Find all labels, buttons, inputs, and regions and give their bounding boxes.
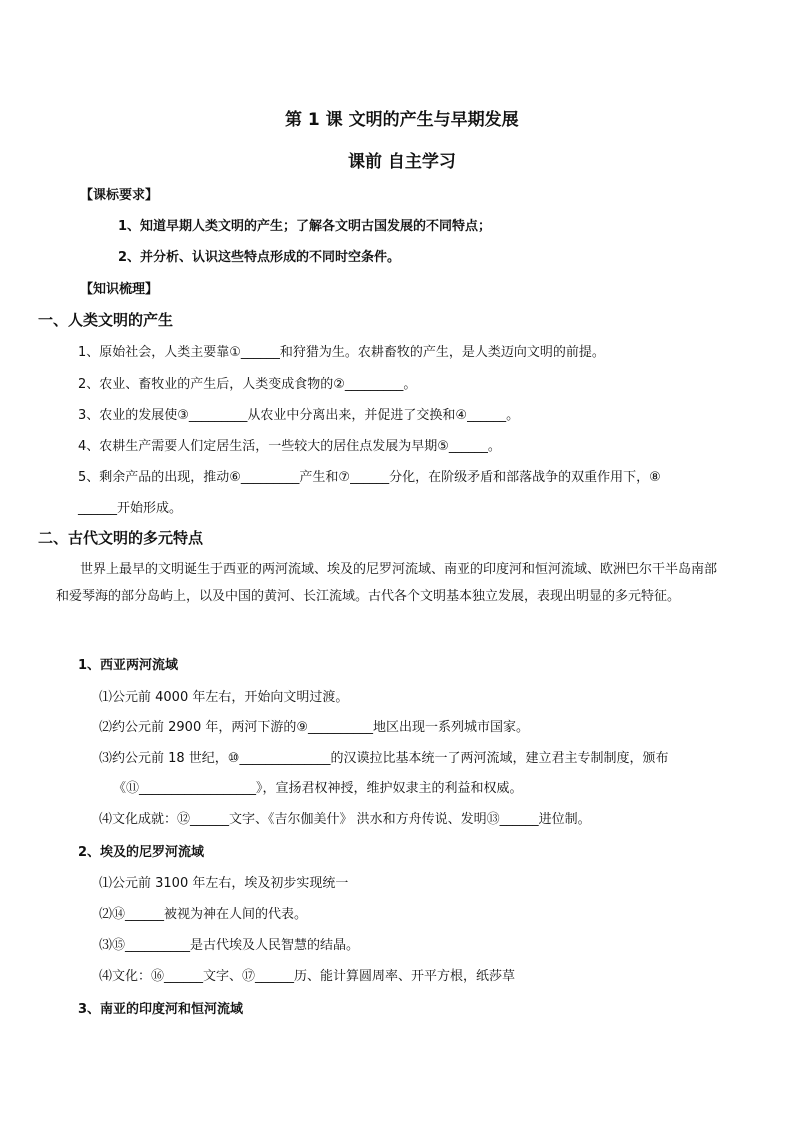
list-item: 4、农耕生产需要人们定居生活，一些较大的居住点发展为早期⑤______。 bbox=[78, 439, 501, 454]
subsection-heading: 1、西亚两河流域 bbox=[78, 658, 179, 673]
section-heading: 一、人类文明的产生 bbox=[38, 311, 174, 329]
section-heading: 二、古代文明的多元特点 bbox=[38, 529, 204, 547]
list-item: ⑴公元前 4000 年左右，开始向文明过渡。 bbox=[99, 690, 349, 705]
list-item: ______开始形成。 bbox=[78, 501, 183, 516]
list-item: 2、农业、畜牧业的产生后，人类变成食物的②_________。 bbox=[78, 377, 417, 392]
list-item: ⑵约公元前 2900 年，两河下游的⑨__________地区出现一系列城市国家。 bbox=[99, 720, 530, 735]
list-item: ⑶⑮__________是古代埃及人民智慧的结晶。 bbox=[99, 938, 360, 953]
knowledge-heading: 【知识梳理】 bbox=[80, 282, 159, 297]
list-item: ⑴公元前 3100 年左右，埃及初步实现统一 bbox=[99, 876, 349, 891]
list-item: 1、原始社会，人类主要靠①______和狩猎为生。农耕畜牧的产生，是人类迈向文明的前提。 bbox=[78, 345, 605, 360]
subsection-heading: 2、埃及的尼罗河流域 bbox=[78, 845, 205, 860]
list-item: ⑵⑭______被视为神在人间的代表。 bbox=[99, 907, 308, 922]
list-item: 《⑪__________________》，宣扬君权神授，维护奴隶主的利益和权威。 bbox=[113, 781, 523, 796]
standards-item: 1、知道早期人类文明的产生；了解各文明古国发展的不同特点； bbox=[118, 219, 492, 234]
list-item: 3、农业的发展使③_________从农业中分离出来，并促进了交换和④______。 bbox=[78, 408, 520, 423]
subsection-heading: 3、南亚的印度河和恒河流域 bbox=[78, 1002, 244, 1017]
standards-heading: 【课标要求】 bbox=[80, 188, 159, 203]
standards-item: 2、并分析、认识这些特点形成的不同时空条件。 bbox=[118, 250, 401, 265]
list-item: ⑶约公元前 18 世纪，⑩______________的汉谟拉比基本统一了两河流域，建立君主专制制度，颁布 bbox=[99, 751, 669, 766]
intro-paragraph: 世界上最早的文明诞生于西亚的两河流域、埃及的尼罗河流域、南亚的印度河和恒河流域、欧洲巴尔干半岛南部和爱琴海的部分岛屿上，以及中国的黄河、长江流域。古代各个文明基本独立发展，表现出明显的多元特征。 bbox=[56, 562, 718, 604]
list-item: ⑷文化：⑯______文字、⑰______历、能计算圆周率、开平方根，纸莎草 bbox=[99, 969, 516, 984]
list-item: ⑷文化成就：⑫______文字、《吉尔伽美什》 洪水和方舟传说、发明⑬______进位制。 bbox=[99, 812, 591, 827]
page-subtitle: 课前 自主学习 bbox=[348, 152, 456, 172]
list-item: 5、剩余产品的出现，推动⑥_________产生和⑦______分化，在阶级矛盾和部落战争的双重作用下，⑧ bbox=[78, 470, 661, 485]
page-title: 第 1 课 文明的产生与早期发展 bbox=[285, 110, 519, 130]
